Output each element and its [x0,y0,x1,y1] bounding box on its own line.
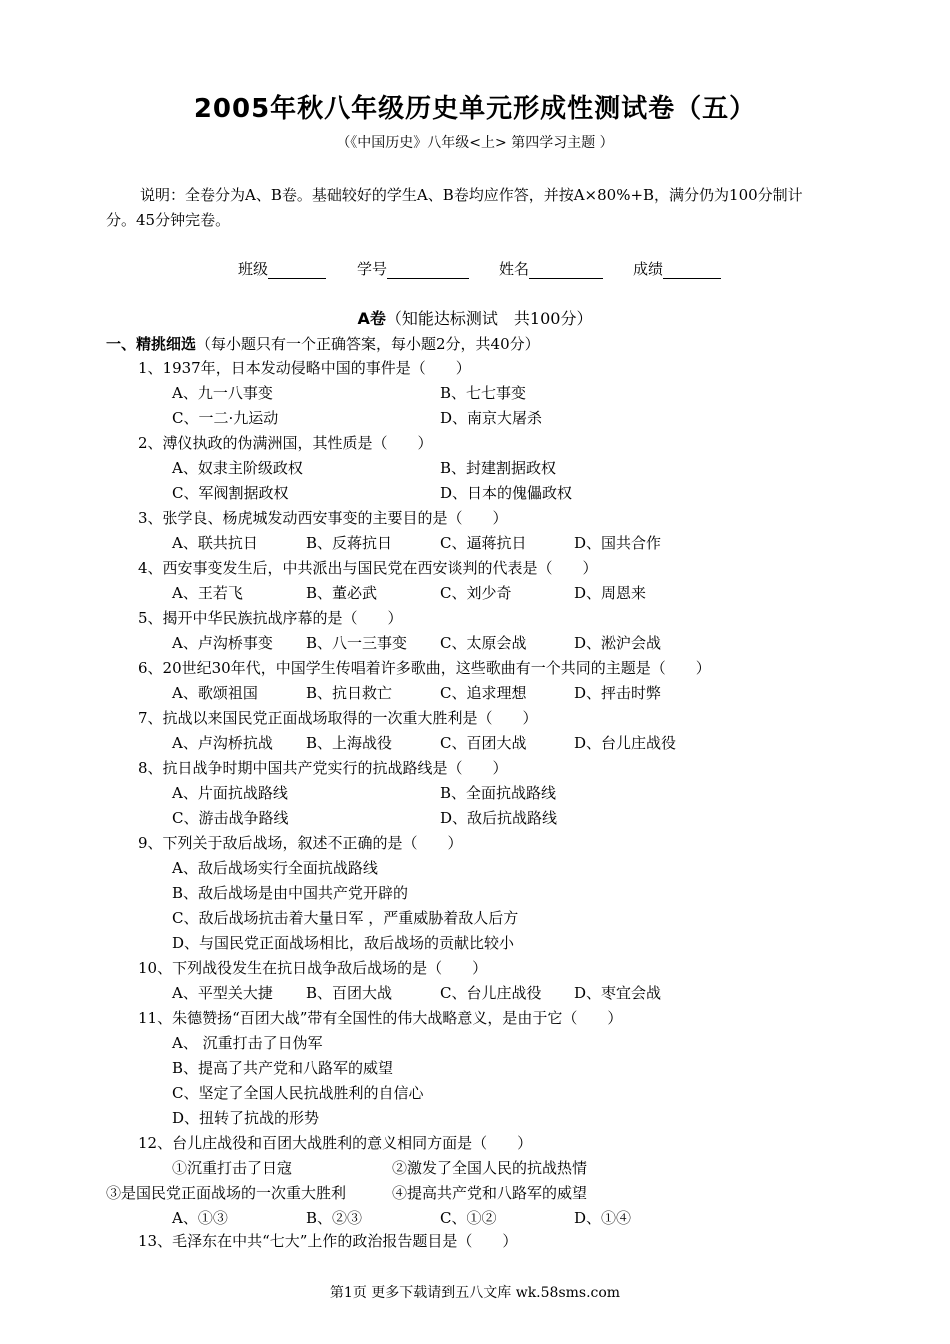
question-3-option-c: C、逼蒋抗日 [440,534,527,552]
question-5-option-b: B、八一三事变 [306,634,408,652]
question-1: 1、1937年，日本发动侵略中国的事件是（ ） [138,359,471,377]
question-10-option-c: C、台儿庄战役 [440,984,542,1002]
page-title: 2005年秋八年级历史单元形成性测试卷（五） [193,94,757,124]
question-8-option-c: C、游击战争路线 [172,809,289,827]
question-1-option-d: D、南京大屠杀 [440,409,543,427]
question-2-option-c: C、军阀割据政权 [172,484,289,502]
question-7: 7、抗战以来国民党正面战场取得的一次重大胜利是（ ） [138,709,538,727]
question-7-option-d: D、台儿庄战役 [574,734,677,752]
instructions-line-2: 分。45分钟完卷。 [106,211,231,229]
question-12-option-a: A、①③ [172,1209,228,1227]
question-9-option-d: D、与国民党正面战场相比，敌后战场的贡献比较小 [172,934,515,952]
question-10-option-a: A、平型关大捷 [172,984,273,1002]
question-9-option-c: C、敌后战场抗击着大量日军 ，严重威胁着敌人后方 [172,909,519,927]
question-11-option-d: D、扭转了抗战的形势 [172,1109,320,1127]
question-11-option-a: A、 沉重打击了日伪军 [172,1034,323,1052]
question-12-statement-4: ④提高共产党和八路军的威望 [392,1184,588,1202]
question-4: 4、西安事变发生后，中共派出与国民党在西安谈判的代表是（ ） [138,559,598,577]
question-7-option-b: B、上海战役 [306,734,393,752]
question-10-option-d: D、枣宜会战 [574,984,662,1002]
question-4-option-a: A、王若飞 [172,584,243,602]
question-6-option-d: D、抨击时弊 [574,684,662,702]
question-6: 6、20世纪30年代，中国学生传唱着许多歌曲，这些歌曲有一个共同的主题是（ ） [138,659,711,677]
name-field: 姓名 [499,258,603,279]
question-11-option-b: B、提高了共产党和八路军的威望 [172,1059,394,1077]
question-2-option-a: A、奴隶主阶级政权 [172,459,303,477]
question-5-option-a: A、卢沟桥事变 [172,634,273,652]
question-4-option-d: D、周恩来 [574,584,647,602]
question-5: 5、揭开中华民族抗战序幕的是（ ） [138,609,403,627]
question-2-option-d: D、日本的傀儡政权 [440,484,573,502]
question-9-option-b: B、敌后战场是由中国共产党开辟的 [172,884,409,902]
question-12-statement-2: ②激发了全国人民的抗战热情 [392,1159,588,1177]
question-3-option-d: D、国共合作 [574,534,662,552]
question-3: 3、张学良、杨虎城发动西安事变的主要目的是（ ） [138,509,508,527]
question-1-option-b: B、七七事变 [440,384,527,402]
question-10: 10、下列战役发生在抗日战争敌后战场的是（ ） [138,959,488,977]
instructions-line-1: 说明：全卷分为A、B卷。基础较好的学生A、B卷均应作答，并按A×80%+B，满分仍为100分制计 [140,186,803,204]
number-field: 学号 [357,258,469,279]
question-9: 9、下列关于敌后战场，叙述不正确的是（ ） [138,834,463,852]
page-subtitle: （《中国历史》八年级<上> 第四学习主题 ） [336,135,614,151]
question-8-option-d: D、敌后抗战路线 [440,809,558,827]
score-field: 成绩 [633,258,721,279]
question-12-option-c: C、①② [440,1209,497,1227]
question-1-option-c: C、一二·九运动 [172,409,279,427]
question-12-statement-1: ①沉重打击了日寇 [172,1159,293,1177]
question-6-option-a: A、歌颂祖国 [172,684,258,702]
question-5-option-c: C、太原会战 [440,634,527,652]
question-8: 8、抗日战争时期中国共产党实行的抗战路线是（ ） [138,759,508,777]
question-3-option-b: B、反蒋抗日 [306,534,393,552]
question-9-option-a: A、敌后战场实行全面抗战路线 [172,859,378,877]
question-12-option-d: D、①④ [574,1209,632,1227]
question-11: 11、朱德赞扬“百团大战”带有全国性的伟大战略意义，是由于它（ ） [138,1009,623,1027]
question-7-option-a: A、卢沟桥抗战 [172,734,273,752]
page-footer: 第1页 更多下载请到五八文库 wk.58sms.com [329,1285,621,1301]
question-5-option-d: D、淞沪会战 [574,634,662,652]
question-2: 2、溥仪执政的伪满洲国，其性质是（ ） [138,434,433,452]
question-1-option-a: A、九一八事变 [172,384,273,402]
question-12-statement-3: ③是国民党正面战场的一次重大胜利 [106,1184,347,1202]
question-6-option-c: C、追求理想 [440,684,527,702]
question-4-option-c: C、刘少奇 [440,584,512,602]
question-10-option-b: B、百团大战 [306,984,393,1002]
section-a-title: A卷（知能达标测试 共100分） [357,309,593,328]
question-11-option-c: C、坚定了全国人民抗战胜利的自信心 [172,1084,424,1102]
question-6-option-b: B、抗日救亡 [306,684,393,702]
question-3-option-a: A、联共抗日 [172,534,258,552]
question-7-option-c: C、百团大战 [440,734,527,752]
question-4-option-b: B、董必武 [306,584,378,602]
question-8-option-b: B、全面抗战路线 [440,784,557,802]
class-field: 班级 [238,258,326,279]
question-13: 13、毛泽东在中共“七大”上作的政治报告题目是（ ） [138,1232,518,1250]
question-12-option-b: B、②③ [306,1209,363,1227]
question-12: 12、台儿庄战役和百团大战胜利的意义相同方面是（ ） [138,1134,533,1152]
part-1-heading: 一、精挑细选（每小题只有一个正确答案，每小题2分，共40分） [106,335,540,353]
question-8-option-a: A、片面抗战路线 [172,784,288,802]
question-2-option-b: B、封建割据政权 [440,459,557,477]
